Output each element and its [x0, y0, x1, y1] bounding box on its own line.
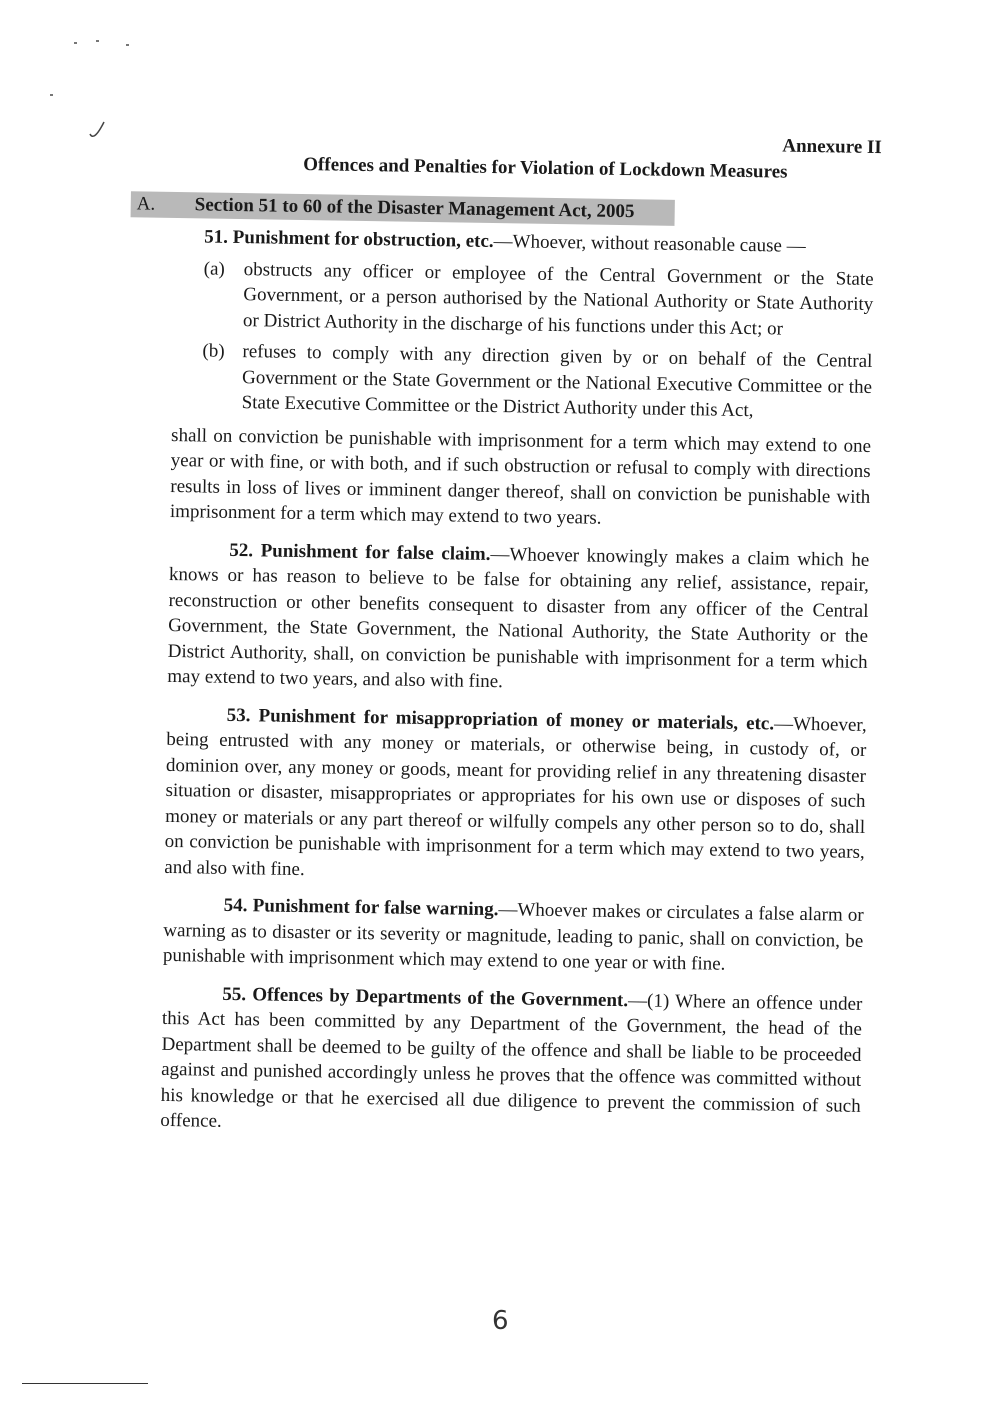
section-53-heading: 53. Punishment for misappropriation of money or materials, etc.: [226, 704, 775, 734]
clause-b: [171, 338, 872, 425]
page-number: 6: [492, 1306, 509, 1336]
clause-a-text: obstructs any officer or employee of the Central Government or the State Government, or a person authorised by the National Authority or State Authority or District Authority in the discharge of his functions under this Act; or: [242, 258, 874, 340]
section-52-heading: 52. Punishment for false claim.: [229, 539, 491, 565]
document-title: Offences and Penalties for Violation of Lockdown Measures: [303, 154, 788, 183]
pen-tick-mark: [88, 120, 106, 142]
section-55-paragraph: [160, 980, 862, 1144]
section-51-heading: 51. Punishment for obstruction, etc.: [204, 226, 494, 253]
clause-a-label: (a): [203, 257, 226, 280]
section-52-paragraph: [167, 536, 869, 700]
annexure-label: Annexure II: [782, 135, 882, 159]
section-title: Section 51 to 60 of the Disaster Management Act, 2005: [194, 194, 635, 223]
section-55-text: —(1) Where an offence under this Act has been committed by any Department of the Government, the head of the Department shall be deemed to be guilty of the offence and shall be liable to be proceeded against and punished accordingly unless he proves that the offence was committed without his knowledge or that he exercised all due diligence to prevent the commission of such offence.: [160, 989, 863, 1132]
section-heading-bar: [131, 191, 675, 226]
section-53-paragraph: [164, 701, 867, 890]
section-52-text: —Whoever knowingly makes a claim which he knows or has reason to believe to be false for obtaining any relief, assistance, repair, reconstruction or other benefits consequent to disaster from any officer of the Central Government, the State Government, the National Authority, the State Authority or the District Authority, shall, on conviction be punishable with imprisonment for a term which may extend to two years, and also with fine.: [167, 543, 870, 693]
footer-rule: [22, 1383, 148, 1384]
section-51-intro-text: —Whoever, without reasonable cause —: [493, 231, 806, 257]
document-body: [136, 126, 882, 1144]
section-letter: A.: [136, 193, 156, 215]
scan-speck: [96, 40, 99, 42]
scan-speck: [74, 42, 77, 44]
section-53-text: —Whoever, being entrusted with any money or materials, or otherwise being, in custody of, or dominion over, any money or goods, meant for providing relief in any threatening disaster situation or disaster, misappropriates or appropriates for his own use or disposes of such money or materials or any part thereof or wilfully compels any other person so to do, shall on conviction be punishable with imprisonment for a term which may extend to two years, and also with fine.: [164, 712, 867, 880]
scan-speck: [50, 94, 53, 96]
clause-b-label: (b): [202, 340, 225, 362]
clause-b-text: refuses to comply with any direction given by or on behalf of the Central Government or the State Government or the National Executive Committee or the State Executive Committee or the District Authority under this Act,: [241, 341, 873, 422]
section-55-heading: 55. Offences by Departments of the Government.: [222, 983, 629, 1011]
section-54-paragraph: [163, 892, 864, 979]
section-51-penalty: shall on conviction be punishable with imprisonment for a term which may extend to one year or with fine, or with both, and if such obstruction or refusal to comply with directions results in loss of lives or imminent danger thereof, shall on conviction be punishable with imprisonment for a term which may extend to two years.: [169, 424, 872, 529]
clause-a: [173, 255, 874, 342]
section-51-intro: [174, 224, 874, 260]
section-54-text: —Whoever makes or circulates a false alarm or warning as to disaster or its severity or magnitude, leading to panic, shall on conviction, be punishable with imprisonment which may extend to one year or with fine.: [162, 899, 864, 975]
section-54-heading: 54. Punishment for false warning.: [223, 894, 499, 921]
scan-speck: [126, 44, 129, 46]
